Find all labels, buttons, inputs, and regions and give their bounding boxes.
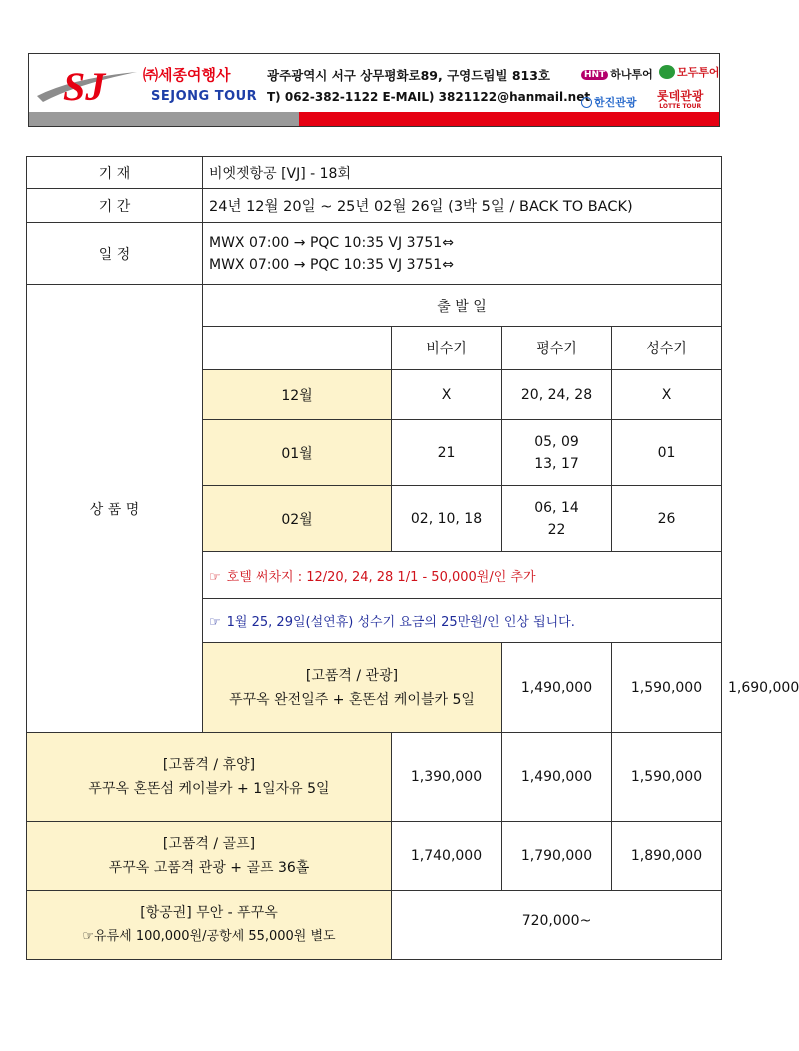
partner-lotte-label: 롯데관광 bbox=[657, 89, 704, 103]
package-price-low: 1,740,000 bbox=[392, 822, 502, 891]
package-price-low: 1,390,000 bbox=[392, 733, 502, 822]
package-title: 푸꾸옥 완전일주 + 혼똔섬 케이블카 5일 bbox=[229, 691, 475, 708]
row-departure-header bbox=[27, 285, 722, 327]
package-category: [고품격 / 휴양] bbox=[162, 757, 256, 773]
package-title: 푸꾸옥 혼똔섬 케이블카 + 1일자유 5일 bbox=[88, 781, 330, 797]
partner-modetour-label: 모두투어 bbox=[677, 66, 720, 79]
package-price-low: 1,490,000 bbox=[502, 643, 612, 733]
package-price-high: 1,590,000 bbox=[612, 733, 722, 822]
airfare-route: [항공권] 무안 - 푸꾸옥 bbox=[140, 905, 278, 921]
dec-mid: 20, 24, 28 bbox=[502, 370, 612, 420]
schedule-line-2: MWX 07:00 → PQC 10:35 VJ 3751⇔ bbox=[209, 256, 454, 273]
note-hotel-text: 호텔 써차지 : 12/20, 24, 28 1/1 - 50,000원/인 추가 bbox=[226, 569, 536, 585]
package-price-mid: 1,790,000 bbox=[502, 822, 612, 891]
month-jan: 01월 bbox=[203, 420, 392, 486]
banner-grey-strip bbox=[29, 112, 299, 126]
logo-text: SJ bbox=[63, 64, 106, 109]
value-aircraft: 비엣젯항공 [VJ] - 18회 bbox=[203, 157, 722, 189]
partner-hanjin-label: 한진관광 bbox=[594, 96, 637, 109]
jan-high: 01 bbox=[612, 420, 722, 486]
row-aircraft bbox=[27, 157, 722, 189]
package-price-mid: 1,490,000 bbox=[502, 733, 612, 822]
jan-mid-line-2: 13, 17 bbox=[534, 455, 579, 472]
season-header-mid: 평수기 bbox=[502, 327, 612, 370]
month-feb: 02월 bbox=[203, 486, 392, 552]
company-contact: T) 062-382-1122 E-MAIL) 3821122@hanmail.net bbox=[267, 90, 591, 104]
package-row bbox=[27, 822, 722, 891]
label-schedule: 일 정 bbox=[27, 223, 203, 285]
package-price-high: 1,890,000 bbox=[612, 822, 722, 891]
value-period: 24년 12월 20일 ~ 25년 02월 26일 (3박 5일 / BACK TO BACK) bbox=[203, 189, 722, 223]
jan-mid bbox=[502, 420, 612, 486]
modetour-logo-icon bbox=[659, 65, 675, 79]
note-hotel bbox=[203, 552, 722, 599]
feb-mid bbox=[502, 486, 612, 552]
airfare-tax-note: ☞유류세 100,000원/공항세 55,000원 별도 bbox=[82, 929, 336, 944]
note-lunar bbox=[203, 599, 722, 643]
partner-modetour bbox=[659, 64, 720, 80]
tour-info-table bbox=[26, 156, 799, 960]
package-category: [고품격 / 골프] bbox=[162, 836, 256, 852]
jan-mid-line-1: 05, 09 bbox=[534, 433, 579, 450]
partner-hanatour-label: 하나투어 bbox=[610, 68, 653, 81]
row-airfare bbox=[27, 891, 722, 960]
sejong-logo bbox=[33, 58, 141, 110]
feb-mid-line-2: 22 bbox=[547, 521, 566, 538]
partner-hanjin bbox=[581, 94, 637, 110]
hanjin-logo-icon bbox=[581, 97, 592, 108]
pointing-hand-icon: ☞ bbox=[209, 615, 221, 630]
label-period: 기 간 bbox=[27, 189, 203, 223]
feb-mid-line-1: 06, 14 bbox=[534, 499, 579, 516]
partner-lotte bbox=[657, 90, 703, 110]
banner-red-strip bbox=[299, 112, 719, 126]
departure-header: 출 발 일 bbox=[203, 285, 722, 327]
company-name-ko: ㈜세종여행사 bbox=[143, 66, 231, 84]
dec-high: X bbox=[612, 370, 722, 420]
dec-low: X bbox=[392, 370, 502, 420]
label-product: 상 품 명 bbox=[27, 285, 203, 733]
hnt-badge: HNT bbox=[581, 70, 608, 80]
pointing-hand-icon: ☞ bbox=[209, 569, 221, 585]
season-header-high: 성수기 bbox=[612, 327, 722, 370]
package-category: [고품격 / 관광] bbox=[305, 667, 399, 684]
row-schedule bbox=[27, 223, 722, 285]
airfare-name bbox=[27, 891, 392, 960]
note-lunar-text: 1월 25, 29일(설연휴) 성수기 요금의 25만원/인 인상 됩니다. bbox=[226, 615, 575, 630]
package-row: [고품격 / 관광] 푸꾸옥 완전일주 + 혼똔섬 케이블카 5일 1,490,000 1,590,000 1,690,000 bbox=[27, 643, 722, 733]
season-header-blank bbox=[203, 327, 392, 370]
feb-high: 26 bbox=[612, 486, 722, 552]
partner-lotte-sub: LOTTE TOUR bbox=[659, 103, 702, 110]
season-header-low: 비수기 bbox=[392, 327, 502, 370]
package-name bbox=[203, 643, 502, 733]
label-aircraft: 기 재 bbox=[27, 157, 203, 189]
company-name-en: SEJONG TOUR bbox=[151, 89, 258, 104]
package-title: 푸꾸옥 고품격 관광 + 골프 36홀 bbox=[108, 860, 310, 876]
company-address: 광주광역시 서구 상무평화로89, 구영드림빌 813호 bbox=[267, 68, 550, 83]
schedule-line-1: MWX 07:00 → PQC 10:35 VJ 3751⇔ bbox=[209, 234, 454, 251]
package-price-mid: 1,590,000 bbox=[612, 643, 722, 733]
month-dec: 12월 bbox=[203, 370, 392, 420]
partner-hanatour bbox=[581, 66, 653, 82]
jan-low: 21 bbox=[392, 420, 502, 486]
package-name bbox=[27, 822, 392, 891]
header-banner bbox=[28, 53, 720, 127]
row-period bbox=[27, 189, 722, 223]
package-name bbox=[27, 733, 392, 822]
value-schedule bbox=[203, 223, 722, 285]
airfare-price: 720,000~ bbox=[392, 891, 722, 960]
feb-low: 02, 10, 18 bbox=[392, 486, 502, 552]
package-row bbox=[27, 733, 722, 822]
